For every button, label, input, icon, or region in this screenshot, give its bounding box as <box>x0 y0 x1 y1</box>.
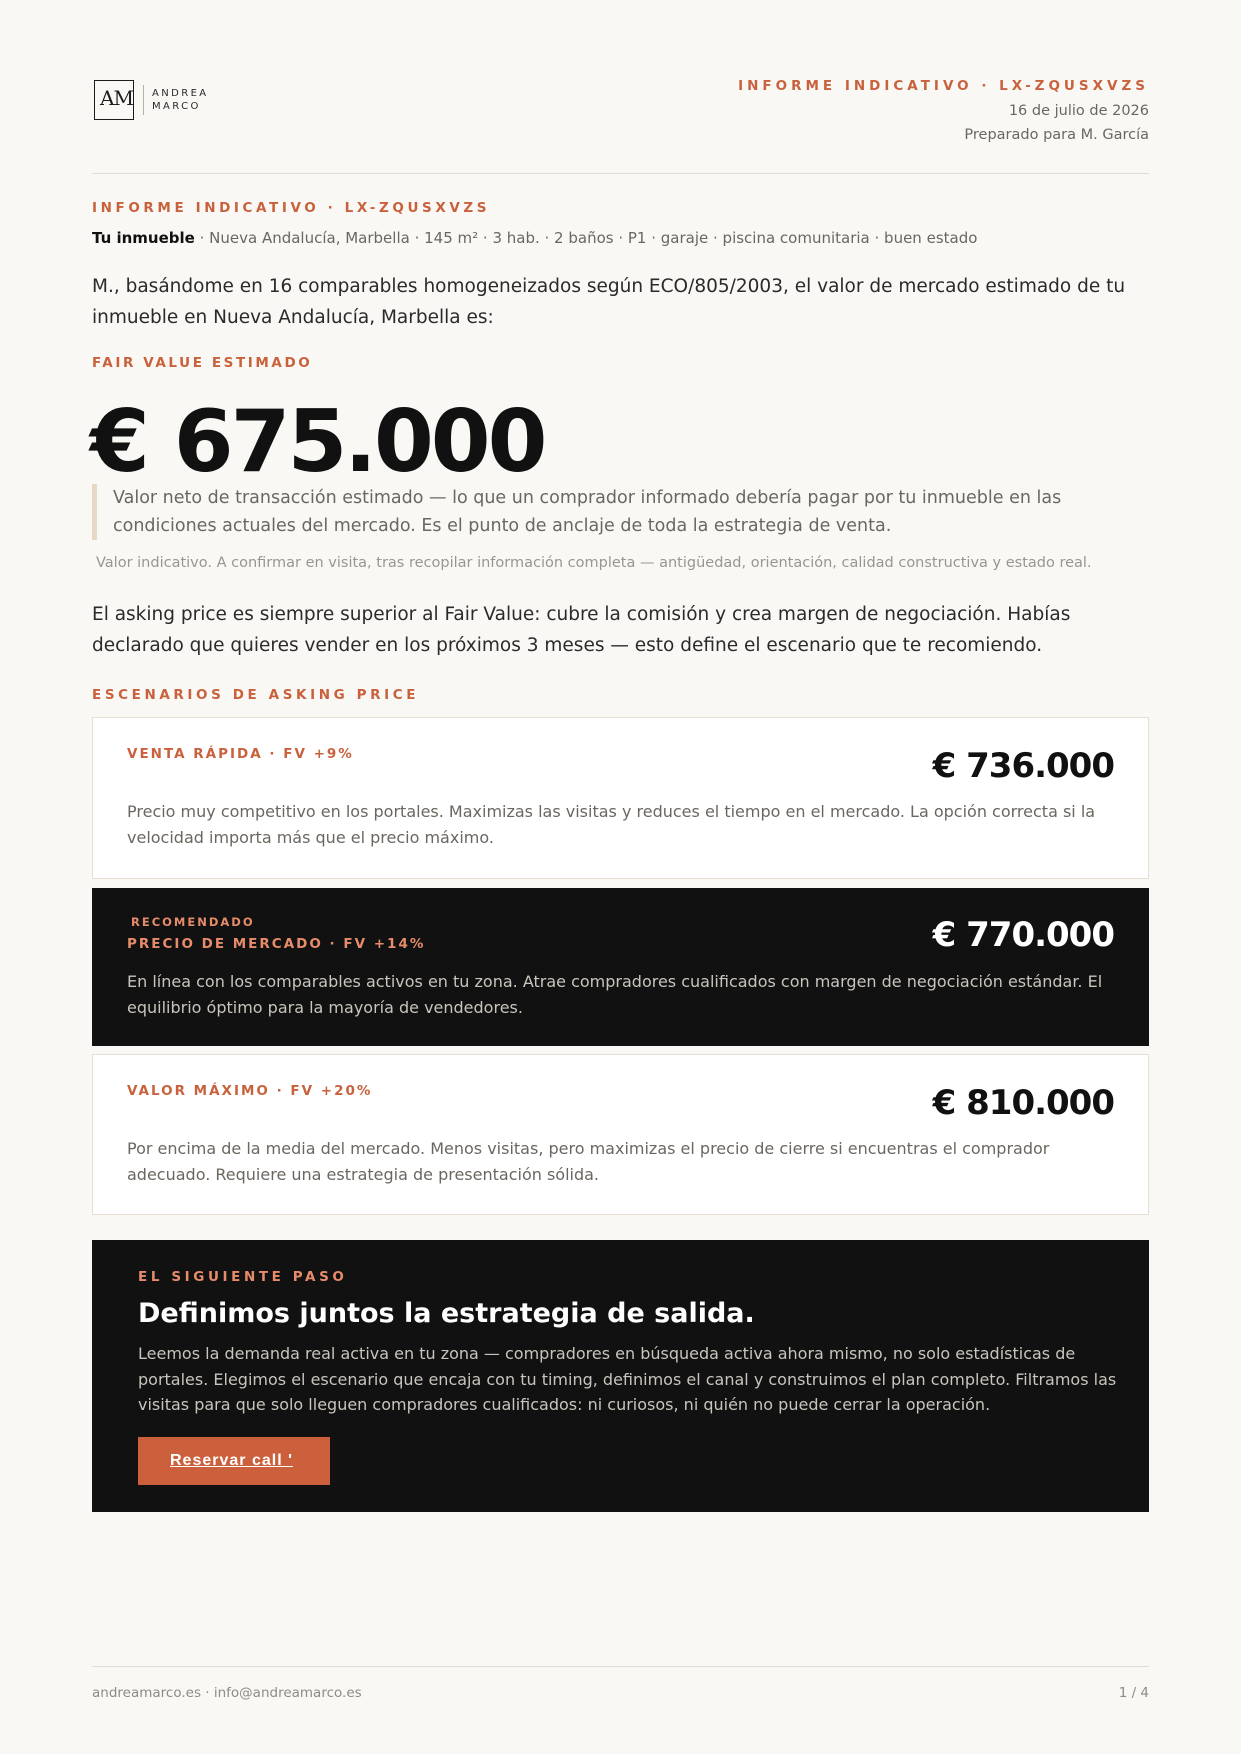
prepared-for: Preparado para M. García <box>964 127 1149 143</box>
scenario-description: En línea con los comparables activos en tu zona. Atrae compradores cualificados con margen de negociación estándar. El equilibrio óptimo para la mayoría de vendedores. <box>127 972 1103 1017</box>
report-header <box>92 78 1149 174</box>
brand-logo <box>94 80 209 120</box>
report-id: INFORME INDICATIVO · LX-ZQUSXVZS <box>738 78 1149 94</box>
scenario-title: VALOR MÁXIMO · FV +20% <box>127 1083 373 1099</box>
scenario-price: € 736.000 <box>932 746 1114 786</box>
report-meta <box>738 78 1149 143</box>
fair-value-label: FAIR VALUE ESTIMADO <box>92 355 313 371</box>
fair-value-quote: Valor neto de transacción estimado — lo que un comprador informado debería pagar por tu inmueble en las condiciones actuales del mercado. Es el punto de anclaje de toda la estrategia de venta. <box>92 484 1149 540</box>
scenario-price: € 810.000 <box>932 1083 1114 1123</box>
property-summary <box>92 229 977 247</box>
book-call-button[interactable]: Reservar call ' <box>138 1437 330 1485</box>
next-step-kicker: EL SIGUIENTE PASO <box>138 1269 348 1285</box>
fair-value-note: Valor indicativo. A confirmar en visita, tras recopilar información completa — antigüedad, orientación, calidad constructiva y estado real. <box>96 555 1092 571</box>
scenario-title: PRECIO DE MERCADO · FV +14% <box>127 936 426 952</box>
page-footer <box>92 1666 1149 1701</box>
property-label: Tu inmueble <box>92 229 195 247</box>
next-step-description: Leemos la demanda real activa en tu zona — compradores en búsqueda activa ahora mismo, no solo estadísticas de portales. Elegimos el escenario que encaja con tu timing, definimos el canal y construimos el plan completo. Filtramos las visitas para que solo lleguen compradores cualificados: ni curiosos, ni quién no puede cerrar la operación. <box>138 1344 1117 1414</box>
scenario-description: Precio muy competitivo en los portales. Maximizas las visitas y reduces el tiempo en el mercado. La opción correcta si la velocidad importa más que el precio máximo. <box>127 802 1096 847</box>
scenario-price: € 770.000 <box>932 915 1114 955</box>
scenario-card-market-price <box>92 888 1149 1046</box>
logo-divider <box>143 85 144 115</box>
scenarios-label: ESCENARIOS DE ASKING PRICE <box>92 687 420 703</box>
report-date: 16 de julio de 2026 <box>1008 103 1149 119</box>
scenario-card-quick-sale <box>92 717 1149 879</box>
scenario-description: Por encima de la media del mercado. Menos visitas, pero maximizas el precio de cierre si encuentras el comprador adecuado. Requiere una estrategia de presentación sólida. <box>127 1139 1050 1184</box>
footer-contact: andreamarco.es · info@andreamarco.es <box>92 1685 362 1701</box>
section-kicker: INFORME INDICATIVO · LX-ZQUSXVZS <box>92 200 491 216</box>
scenario-title: VENTA RÁPIDA · FV +9% <box>127 746 354 762</box>
next-step-title: Definimos juntos la estrategia de salida. <box>138 1298 755 1329</box>
scenario-card-max-value <box>92 1054 1149 1215</box>
intro-text: M., basándome en 16 comparables homogeneizados según ECO/805/2003, el valor de mercado estimado de tu inmueble en Nueva Andalucía, Marbella es: <box>92 276 1126 328</box>
property-details: · Nueva Andalucía, Marbella · 145 m² · 3 hab. · 2 baños · P1 · garaje · piscina comunitaria · buen estado <box>194 229 978 247</box>
monogram-icon: AM <box>94 80 134 120</box>
asking-price-text: El asking price es siempre superior al Fair Value: cubre la comisión y crea margen de negociación. Habías declarado que quieres vender en los próximos 3 meses — esto define el escenario que te recomiendo. <box>92 604 1071 656</box>
recommended-badge: RECOMENDADO <box>131 915 255 929</box>
next-step-panel <box>92 1240 1149 1512</box>
fair-value-amount: € 675.000 <box>90 392 545 492</box>
brand-name: ANDREA MARCO <box>152 88 209 112</box>
page-number: 1 / 4 <box>1118 1685 1149 1701</box>
